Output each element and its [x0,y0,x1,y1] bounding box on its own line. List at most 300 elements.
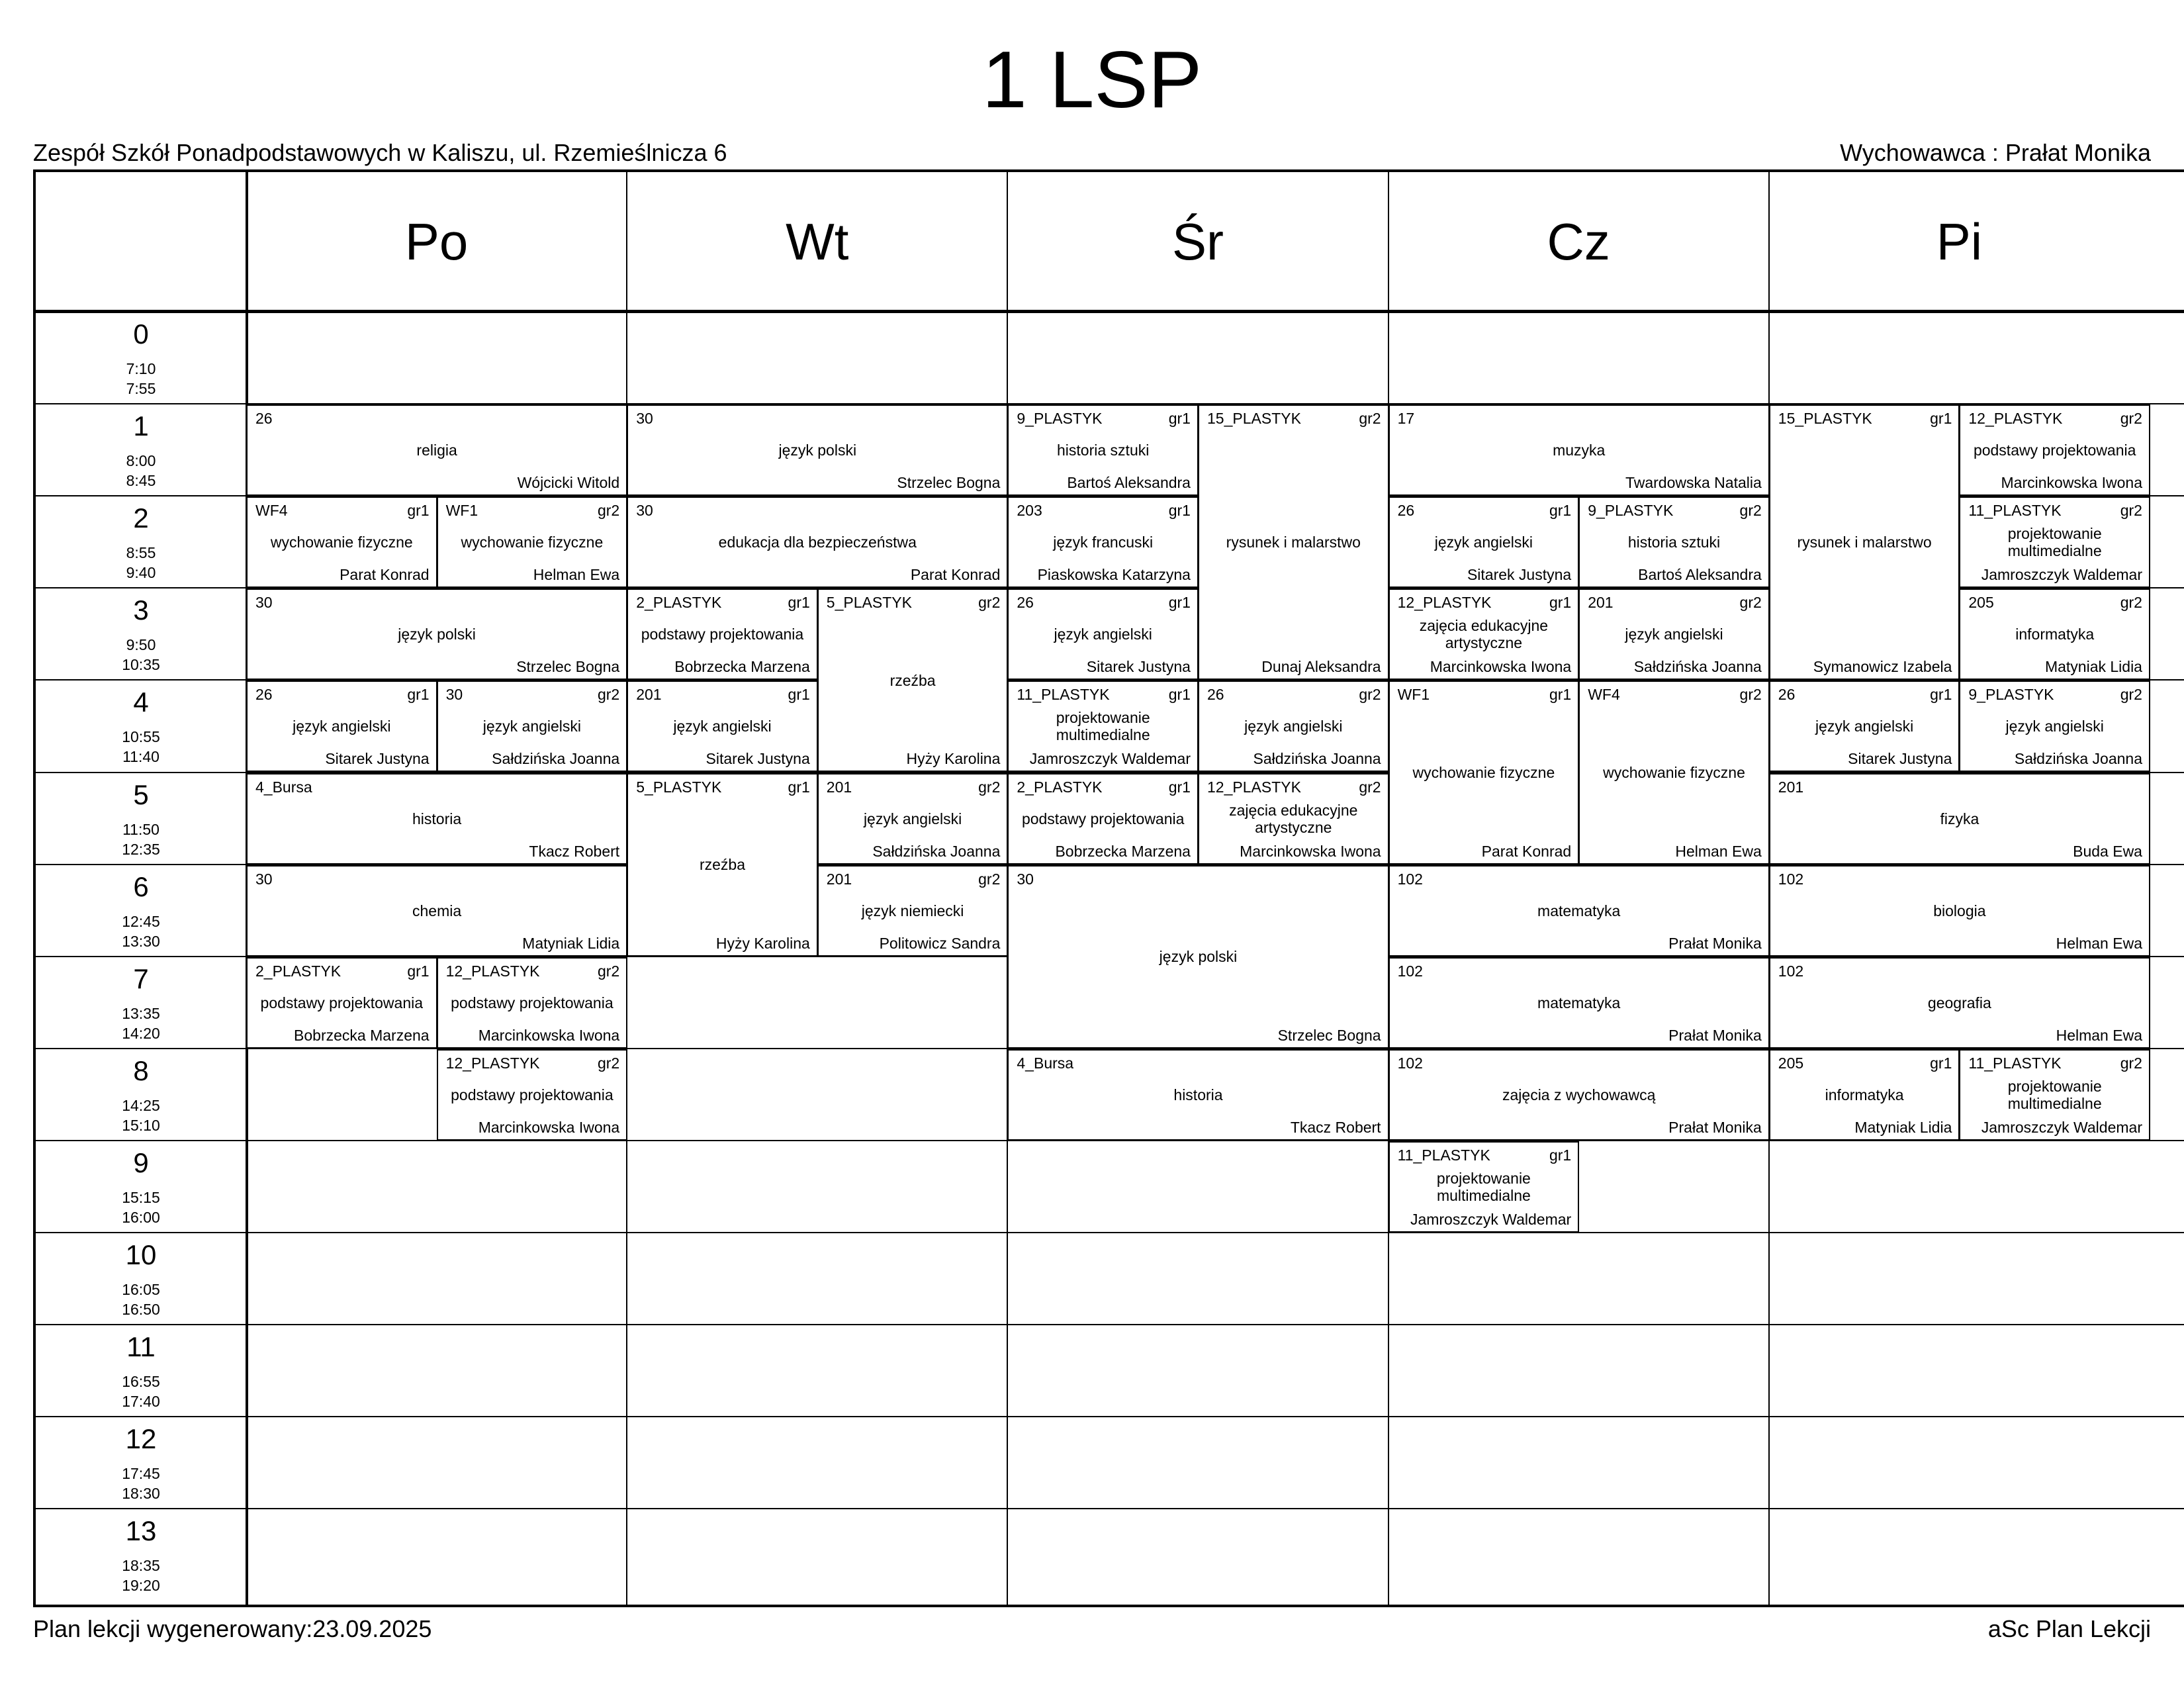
period-time [36,1372,246,1411]
teacher-name: Marcinkowska Iwona [1430,658,1572,676]
period-number: 3 [133,594,149,626]
subject-name: rysunek i malarstwo [1797,534,1932,551]
period-label [36,311,246,403]
day-header: Po [404,212,469,271]
period-label [36,495,246,587]
subject-name: zajęcia edukacyjne artystyczne [1419,617,1549,652]
group-label: gr2 [597,502,620,520]
teacher-name: Marcinkowska Iwona [478,1118,620,1136]
lesson-card [437,496,628,588]
lesson-card [1198,680,1389,772]
period-end: 8:45 [126,472,156,490]
lesson-card [437,957,628,1049]
lesson-card [1769,1049,1960,1141]
group-label: gr1 [407,962,430,980]
teacher-name: Helman Ewa [1675,842,1762,860]
period-start: 17:45 [122,1465,160,1483]
group-label: gr1 [407,686,430,704]
period-time [36,1004,246,1043]
room-number: 201 [636,686,662,704]
teacher-name: Jamroszczyk Waldemar [1029,750,1191,768]
lesson-card [1769,957,2150,1049]
subject-name: podstawy projektowania [641,626,804,643]
group-label: gr1 [1168,410,1191,428]
group-label: gr1 [788,594,810,612]
lesson-card [246,680,437,772]
period-number: 8 [133,1055,149,1086]
period-time [36,1464,246,1503]
period-number: 4 [133,686,149,718]
subject-name: historia sztuki [1627,534,1721,551]
teacher-name: Helman Ewa [2056,934,2142,952]
period-time [36,359,246,399]
subject-name: język angielski [482,718,582,735]
group-label: gr1 [1549,686,1572,704]
subject-name: rzeźba [889,671,936,689]
teacher-name: Jamroszczyk Waldemar [1981,1118,2142,1136]
lesson-card [1769,773,2150,865]
period-end: 17:40 [122,1393,160,1411]
period-number: 2 [133,502,149,534]
room-number: 201 [826,870,852,888]
generated-date: Plan lekcji wygenerowany:23.09.2025 [33,1615,432,1642]
period-number: 7 [133,962,149,994]
app-credit: aSc Plan Lekcji [1987,1615,2151,1642]
teacher-name: Strzelec Bogna [897,474,1001,492]
period-label [36,956,246,1048]
subject-name: chemia [412,902,462,919]
lesson-card [1959,588,2150,680]
room-number: 30 [255,870,273,888]
room-number: 11_PLASTYK [1968,502,2062,520]
lesson-card [246,957,437,1049]
group-label: gr1 [1168,502,1191,520]
teacher-name: Sitarek Justyna [1467,566,1572,584]
period-number: 13 [125,1515,157,1547]
room-number: 26 [1397,502,1415,520]
subject-name: język angielski [673,718,772,735]
period-start: 15:15 [122,1188,160,1206]
teacher-name: Hyży Karolina [715,934,810,952]
subject-name: język francuski [1053,534,1154,551]
period-end: 9:40 [126,564,156,582]
teacher-name: Prałat Monika [1668,1026,1762,1044]
teacher-name: Sitarek Justyna [325,750,430,768]
lesson-card [627,773,818,957]
teacher-name: Tkacz Robert [529,842,620,860]
group-label: gr2 [2120,502,2142,520]
subject-name: podstawy projektowania [451,1086,614,1103]
lesson-card [246,865,627,957]
subject-name: język angielski [1815,718,1914,735]
subject-name: język niemiecki [861,902,964,919]
period-label [36,1324,246,1416]
lesson-card [817,773,1009,865]
period-label [36,679,246,771]
room-number: WF4 [1588,686,1620,704]
period-label [36,1508,246,1600]
teacher-name: Matyniak Lidia [2044,658,2142,676]
room-number: 9_PLASTYK [1588,502,1674,520]
teacher-name: Sałdzińska Joanna [492,750,620,768]
teacher-name: Wójcicki Witold [517,474,620,492]
room-number: 30 [636,502,653,520]
group-label: gr2 [597,686,620,704]
lesson-card [1578,680,1770,864]
subject-name: język polski [1159,948,1238,966]
subject-name: edukacja dla bezpieczeństwa [718,534,917,551]
timetable-grid [33,169,2184,1607]
period-number: 11 [126,1331,156,1363]
subject-name: rzeźba [699,856,745,874]
teacher-name: Sałdzińska Joanna [2014,750,2142,768]
subject-name: język angielski [1625,626,1723,643]
period-row-separator [36,1416,2184,1417]
period-end: 19:20 [122,1577,160,1595]
lesson-card [246,773,627,865]
period-number: 10 [125,1239,157,1270]
room-number: 102 [1397,962,1423,980]
teacher-name: Sałdzińska Joanna [1253,750,1381,768]
lesson-card [1388,680,1580,864]
lesson-card [1007,404,1199,496]
teacher-name: Dunaj Aleksandra [1261,658,1381,676]
teacher-name: Bartoś Aleksandra [1067,474,1191,492]
subject-name: muzyka [1553,442,1606,459]
room-number: WF1 [445,502,478,520]
period-label [36,1232,246,1324]
lesson-card [627,496,1008,588]
period-number: 1 [133,410,149,442]
room-number: 2_PLASTYK [636,594,722,612]
subject-name: geografia [1927,994,1991,1011]
room-number: 9_PLASTYK [1968,686,2054,704]
room-number: 12_PLASTYK [1397,594,1492,612]
period-start: 14:25 [122,1096,160,1114]
room-number: 12_PLASTYK [445,1054,540,1072]
room-number: 26 [255,686,273,704]
period-end: 10:35 [122,656,160,674]
lesson-card [437,1049,628,1141]
lesson-card [1388,496,1580,588]
teacher-name: Politowicz Sandra [879,934,1001,952]
period-end: 7:55 [126,380,156,397]
period-time [36,1096,246,1135]
room-number: WF1 [1397,686,1430,704]
subject-name: język angielski [1054,626,1152,643]
group-label: gr2 [597,962,620,980]
group-label: gr1 [788,686,810,704]
teacher-name: Marcinkowska Iwona [478,1026,620,1044]
room-number: 102 [1397,1054,1423,1072]
lesson-card [627,404,1008,496]
period-label [36,403,246,495]
room-number: 26 [1207,686,1224,704]
group-label: gr1 [1930,1054,1952,1072]
room-number: 12_PLASTYK [445,962,540,980]
subject-name: język angielski [1244,718,1343,735]
group-label: gr1 [788,778,810,796]
room-number: 15_PLASTYK [1778,410,1872,428]
subject-name: język polski [398,626,476,643]
period-end: 14:20 [122,1024,160,1042]
subject-name: matematyka [1537,902,1621,919]
day-header: Śr [1171,212,1224,271]
subject-name: projektowanie multimedialne [2007,1077,2102,1112]
teacher-name: Parat Konrad [910,566,1001,584]
lesson-card [437,680,628,772]
subject-name: podstawy projektowania [1973,442,2136,459]
lesson-card [1198,773,1389,865]
room-number: 4_Bursa [255,778,312,796]
group-label: gr2 [1359,686,1381,704]
room-number: WF4 [255,502,288,520]
lesson-card [1388,1049,1770,1141]
room-number: 2_PLASTYK [1017,778,1103,796]
subject-name: projektowanie multimedialne [1056,709,1150,744]
room-number: 11_PLASTYK [1397,1146,1490,1164]
room-number: 203 [1017,502,1042,520]
period-start: 8:00 [126,452,156,470]
room-number: 205 [1968,594,1994,612]
room-number: 205 [1778,1054,1804,1072]
subject-name: biologia [1933,902,1986,919]
room-number: 26 [1778,686,1796,704]
period-time [36,820,246,859]
page-title: 1 LSP [981,34,1203,124]
teacher-name: Piaskowska Katarzyna [1037,566,1191,584]
period-time [36,912,246,951]
teacher-name: Prałat Monika [1668,1118,1762,1136]
subject-name: zajęcia z wychowawcą [1502,1086,1656,1103]
subject-name: podstawy projektowania [451,994,614,1011]
group-label: gr2 [2120,686,2142,704]
period-label [36,772,246,864]
teacher-name: Matyniak Lidia [1854,1118,1952,1136]
teacher-name: Parat Konrad [1481,842,1572,860]
lesson-card [1959,496,2150,588]
room-number: 12_PLASTYK [1207,778,1301,796]
room-number: 102 [1778,870,1804,888]
period-end: 15:10 [122,1116,160,1134]
period-end: 12:35 [122,840,160,858]
group-label: gr2 [1359,778,1381,796]
teacher-name: Twardowska Natalia [1625,474,1762,492]
teacher-name: Hyży Karolina [906,750,1001,768]
subject-name: historia [412,810,462,827]
group-label: gr1 [1549,1146,1572,1164]
period-label [36,1048,246,1140]
group-label: gr2 [1359,410,1381,428]
period-time [36,1188,246,1227]
day-header: Pi [1936,212,1983,271]
room-number: 30 [636,410,653,428]
period-row-separator [36,1508,2184,1509]
period-number: 6 [133,870,149,902]
school-name: Zespół Szkół Ponadpodstawowych w Kaliszu, ul. Rzemieślnicza 6 [33,139,727,166]
room-number: 30 [255,594,273,612]
lesson-card [1007,773,1199,865]
period-start: 18:35 [122,1557,160,1575]
subject-name: język angielski [293,718,391,735]
group-label: gr2 [978,778,1001,796]
room-number: 5_PLASTYK [826,594,912,612]
subject-name: historia sztuki [1057,442,1150,459]
room-number: 201 [1588,594,1614,612]
teacher-name: Bartoś Aleksandra [1638,566,1762,584]
teacher-name: Sitarek Justyna [1848,750,1952,768]
lesson-card [1769,404,1960,680]
group-label: gr2 [2120,594,2142,612]
room-number: 102 [1397,870,1423,888]
room-number: 201 [1778,778,1804,796]
period-time [36,635,246,675]
period-row-separator [36,1232,2184,1233]
period-time [36,1556,246,1595]
group-label: gr2 [2120,1054,2142,1072]
lesson-card [1959,404,2150,496]
lesson-card [1388,1141,1580,1233]
group-label: gr2 [1739,502,1762,520]
lesson-card [246,496,437,588]
period-time [36,543,246,583]
lesson-card [246,404,627,496]
room-number: 102 [1778,962,1804,980]
subject-name: fizyka [1940,810,1979,827]
lesson-card [1769,865,2150,957]
subject-name: historia [1173,1086,1223,1103]
subject-name: religia [416,442,457,459]
group-label: gr1 [1549,594,1572,612]
period-time [36,451,246,491]
subject-name: język angielski [1434,534,1533,551]
teacher-name: Bobrzecka Marzena [674,658,810,676]
period-end: 11:40 [122,748,159,766]
teacher-name: Jamroszczyk Waldemar [1410,1210,1572,1228]
subject-name: język angielski [2005,718,2104,735]
lesson-card [1769,680,1960,772]
period-start: 16:05 [122,1281,160,1298]
day-header: Wt [786,212,849,271]
group-label: gr2 [2120,410,2142,428]
period-end: 16:50 [122,1301,160,1318]
subject-name: wychowanie fizyczne [270,534,413,551]
subject-name: wychowanie fizyczne [461,534,604,551]
lesson-card [1388,865,1770,957]
room-number: 30 [445,686,463,704]
room-number: 9_PLASTYK [1017,410,1103,428]
room-number: 26 [1017,594,1034,612]
period-label [36,1140,246,1232]
lesson-card [1007,680,1199,772]
room-number: 15_PLASTYK [1207,410,1301,428]
teacher-name: Sitarek Justyna [705,750,810,768]
teacher-name: Symanowicz Izabela [1813,658,1952,676]
room-number: 4_Bursa [1017,1054,1074,1072]
lesson-card [1388,404,1770,496]
room-number: 11_PLASTYK [1017,686,1110,704]
teacher-name: Tkacz Robert [1290,1118,1381,1136]
period-start: 11:50 [122,820,159,838]
teacher-name: Sałdzińska Joanna [872,842,1001,860]
teacher-name: Strzelec Bogna [516,658,620,676]
lesson-card [817,588,1009,772]
teacher-name: Matyniak Lidia [522,934,620,952]
teacher-name: Helman Ewa [2056,1026,2142,1044]
subject-name: wychowanie fizyczne [1412,763,1555,781]
subject-name: język polski [778,442,857,459]
subject-name: podstawy projektowania [260,994,424,1011]
class-teacher: Wychowawca : Prałat Monika [1840,139,2151,166]
lesson-card [627,680,818,772]
period-label [36,587,246,679]
lesson-card [627,588,818,680]
room-number: 11_PLASTYK [1968,1054,2062,1072]
teacher-name: Prałat Monika [1668,934,1762,952]
lesson-card [1007,496,1199,588]
teacher-name: Parat Konrad [340,566,430,584]
teacher-name: Buda Ewa [2073,842,2142,860]
teacher-name: Marcinkowska Iwona [1240,842,1381,860]
group-label: gr2 [978,594,1001,612]
subject-name: rysunek i malarstwo [1226,534,1361,551]
group-label: gr1 [1930,410,1952,428]
period-start: 13:35 [122,1004,160,1022]
lesson-card [1007,865,1388,1049]
teacher-name: Strzelec Bogna [1277,1026,1381,1044]
lesson-card [1007,588,1199,680]
group-label: gr1 [1168,686,1191,704]
day-header: Cz [1547,212,1610,271]
period-start: 12:45 [122,912,160,930]
period-start: 9:50 [126,636,156,654]
subject-name: informatyka [1825,1086,1904,1103]
subject-name: podstawy projektowania [1021,810,1185,827]
period-end: 18:30 [122,1485,160,1503]
subject-name: projektowanie multimedialne [2007,525,2102,560]
teacher-name: Bobrzecka Marzena [294,1026,430,1044]
group-label: gr1 [1168,778,1191,796]
room-number: 12_PLASTYK [1968,410,2063,428]
lesson-card [1578,588,1770,680]
period-time [36,1280,246,1319]
lesson-card [1007,1049,1388,1141]
room-number: 201 [826,778,852,796]
room-number: 30 [1017,870,1034,888]
teacher-name: Sitarek Justyna [1086,658,1191,676]
group-label: gr2 [1739,686,1762,704]
period-start: 7:10 [126,360,156,377]
period-start: 8:55 [126,544,156,562]
room-number: 2_PLASTYK [255,962,341,980]
period-time [36,727,246,767]
group-label: gr1 [1549,502,1572,520]
lesson-card [1198,404,1389,680]
period-number: 5 [133,778,149,810]
subject-name: zajęcia edukacyjne artystyczne [1229,801,1358,836]
group-label: gr2 [1739,594,1762,612]
lesson-card [1959,1049,2150,1141]
subject-name: informatyka [2015,626,2095,643]
subject-name: matematyka [1537,994,1621,1011]
subject-name: język angielski [863,810,962,827]
group-label: gr2 [597,1054,620,1072]
lesson-card [817,865,1009,957]
teacher-name: Sałdzińska Joanna [1633,658,1762,676]
period-row-separator [36,1324,2184,1325]
period-label [36,864,246,956]
group-label: gr1 [1930,686,1952,704]
